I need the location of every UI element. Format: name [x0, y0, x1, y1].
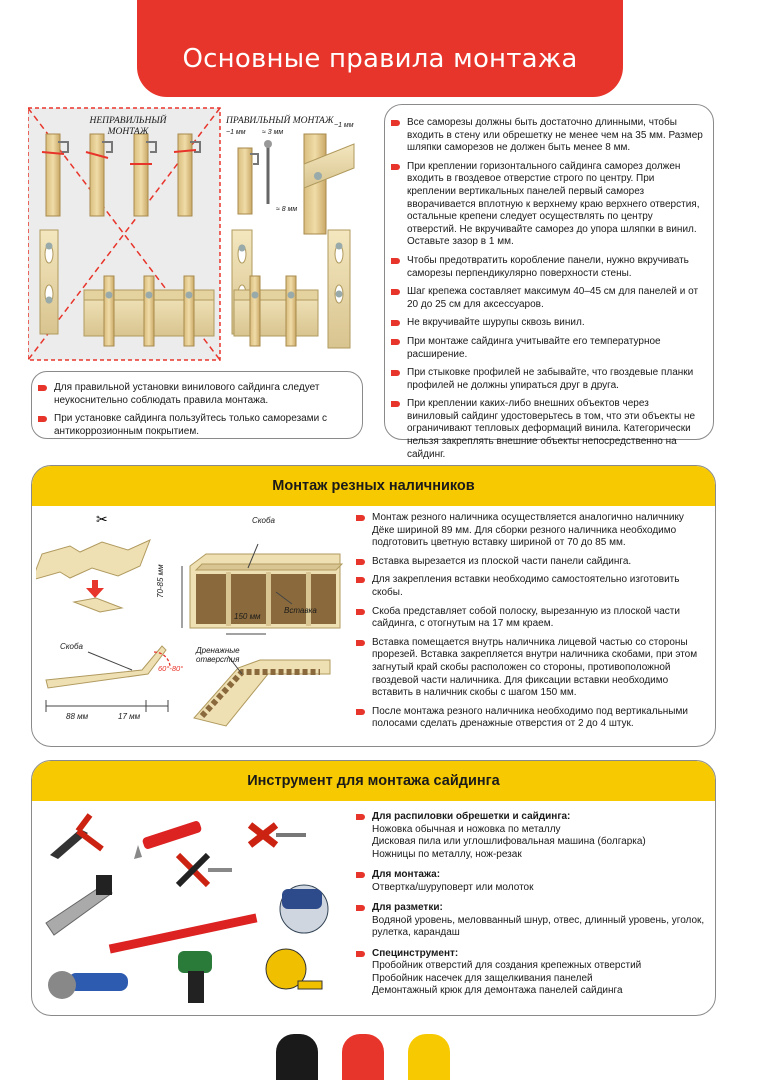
carved-casing-section: [31, 465, 716, 747]
wrong-stud-group: [42, 134, 200, 216]
right-label: ПРАВИЛЬНЫЙ МОНТАЖ: [226, 116, 334, 126]
tool-line: Пробойник насечек для защелкивания панелей: [372, 972, 593, 984]
carved-list: [354, 512, 709, 731]
tool-line: Ножовка обычная и ножовка по металлу: [372, 823, 561, 835]
tool-group: [354, 902, 709, 940]
label-88: 88 мм: [66, 712, 89, 721]
drill-icon: [178, 951, 212, 1003]
label-vstavka: Вставка: [284, 606, 317, 615]
label-height: 70-85 мм: [156, 564, 165, 598]
label-skoba-bottom: Скоба: [60, 642, 83, 651]
list-item: При монтаже сайдинга учитывайте его температурное расширение.: [389, 336, 703, 361]
swatch-black: [276, 1034, 318, 1080]
tool-group-title: Специнструмент:: [372, 947, 459, 959]
tools-illustration: [38, 805, 348, 1011]
tin-snips-icon: [178, 855, 232, 885]
mounting-illustration: [28, 104, 378, 364]
tape-measure-icon: [266, 949, 322, 989]
page-header: [137, 0, 623, 97]
rules-list: [389, 117, 703, 492]
svg-text:✂: ✂: [96, 511, 108, 527]
tool-line: Дисковая пила или углошлифовальная машина (болгарка): [372, 836, 646, 847]
dim-label: ≈ 8 мм: [276, 206, 298, 213]
tools-text: [354, 811, 709, 1006]
section-title: Инструмент для монтажа сайдинга: [32, 761, 715, 801]
list-item: Скоба представляет собой полоску, вырезанную из плоской части сайдинга, с отогнутым на 17 мм краем.: [354, 606, 709, 631]
handsaw-icon: [46, 875, 112, 935]
list-item: Шаг крепежа составляет максимум 40–45 см для панелей и от 20 до 25 см для аксессуаров.: [389, 286, 703, 311]
dim-label: ≈ 3 мм: [262, 129, 284, 136]
tool-group: [354, 948, 709, 998]
rules-box: [384, 104, 714, 460]
dim-label: ~1 мм: [226, 129, 246, 136]
note-list: [36, 382, 352, 438]
list-item: При креплении горизонтального сайдинга саморез должен входить в гвоздевое отверстие строго по центру. При креплении вертикальных панелей первый саморез вворачивается вплотную к верхнему краю верхнего отверстия, остальные крепени следует осуществлять по центру отверстий. Не вкручивайте саморез до упора шляпки в винил. Оставьте зазор в 1 мм.: [389, 161, 703, 249]
label-17: 17 мм: [118, 712, 141, 721]
list-item: Чтобы предотвратить коробление панели, нужно вкручивать саморезы перпендикулярно поверхности стены.: [389, 255, 703, 280]
carved-text: [354, 512, 709, 737]
snips-icon: [250, 825, 306, 845]
label-width: 150 мм: [234, 612, 261, 621]
crimper-tool-icon: [50, 815, 102, 859]
list-item: Для закрепления вставки необходимо самостоятельно изготовить скобы.: [354, 574, 709, 599]
circular-saw-icon: [280, 885, 328, 933]
tool-group-title: Для разметки:: [372, 902, 443, 913]
dim-label: ~1 мм: [334, 122, 354, 129]
tool-group-title: Для монтажа:: [372, 869, 441, 880]
tool-group: [354, 869, 709, 894]
tool-group-title: Для распиловки обрешетки и сайдинга:: [372, 811, 571, 822]
carved-casing-illustration: [36, 510, 352, 742]
list-item: Монтаж резного наличника осуществляется аналогично наличнику Дёке шириной 89 мм. Для сборки резного наличника необходимо подготовить цветную вставку шириной от 70 до 85 мм.: [354, 512, 709, 550]
list-item: Для правильной установки винилового сайдинга следует неукоснительно соблюдать правила монтажа.: [36, 382, 352, 407]
tool-line: Ножницы по металлу, нож-резак: [372, 848, 522, 860]
label-drain: Дренажные отверстия: [196, 646, 240, 664]
list-item: Вставка помещается внутрь наличника лицевой частью со стороны прорезей. Вставка закрепляется внутри наличника скобами, при этом загнутый край скобы расположен со стороны, противоположной гвоздевой части наличника. Для фиксации вставки необходимо вставить в наличник скобы с шагом 150 мм.: [354, 637, 709, 700]
note-box: [31, 371, 363, 439]
tool-line: Демонтажный крюк для демонтажа панелей сайдинга: [372, 985, 623, 996]
section-title: Монтаж резных наличников: [32, 466, 715, 506]
list-item: При установке сайдинга пользуйтесь только саморезами с антикоррозионным покрытием.: [36, 413, 352, 438]
label-angle: 60°-80°: [158, 664, 184, 673]
tools-section: [31, 760, 716, 1016]
swatch-yellow: [408, 1034, 450, 1080]
list-item: При стыковке профилей не забывайте, что гвоздевые планки профилей не должны упираться друг в друга.: [389, 367, 703, 392]
list-item: После монтажа резного наличника необходимо под вертикальными полосами сделать дренажные отверстия от 2 до 4 штук.: [354, 706, 709, 731]
tool-group: [354, 811, 709, 861]
list-item: Не вкручивайте шурупы сквозь винил.: [389, 317, 703, 330]
angle-grinder-icon: [48, 971, 128, 999]
level-icon: [109, 913, 258, 953]
tool-line: Пробойник отверстий для создания крепежных отверстий: [372, 960, 642, 971]
list-item: Все саморезы должны быть достаточно длинными, чтобы входить в стену или обрешетку не менее чем на 35 мм. Размер шляпки саморезов не должен быть менее 8 мм.: [389, 117, 703, 155]
tool-line: Отвертка/шуруповерт или молоток: [372, 881, 534, 893]
hook-knife-icon: [134, 820, 202, 859]
page-title: Основные правила монтажа: [182, 44, 578, 74]
swatch-red: [342, 1034, 384, 1080]
list-item: При креплении каких-либо внешних объектов через виниловый сайдинг удостоверьтесь в том, что эти объекты не ограничивают тепловых деформаций винила. Категорически нельзя закреплять внешние объекты непосредственно на сайдинг.: [389, 398, 703, 461]
tool-line: Водяной уровень, меловванный шнур, отвес, длинный уровень, уголок, рулетка, карандаш: [372, 914, 705, 938]
list-item: Вставка вырезается из плоской части панели сайдинга.: [354, 556, 709, 569]
label-skoba-top: Скоба: [252, 516, 275, 525]
wrong-label: НЕПРАВИЛЬНЫЙ МОНТАЖ: [89, 116, 167, 137]
